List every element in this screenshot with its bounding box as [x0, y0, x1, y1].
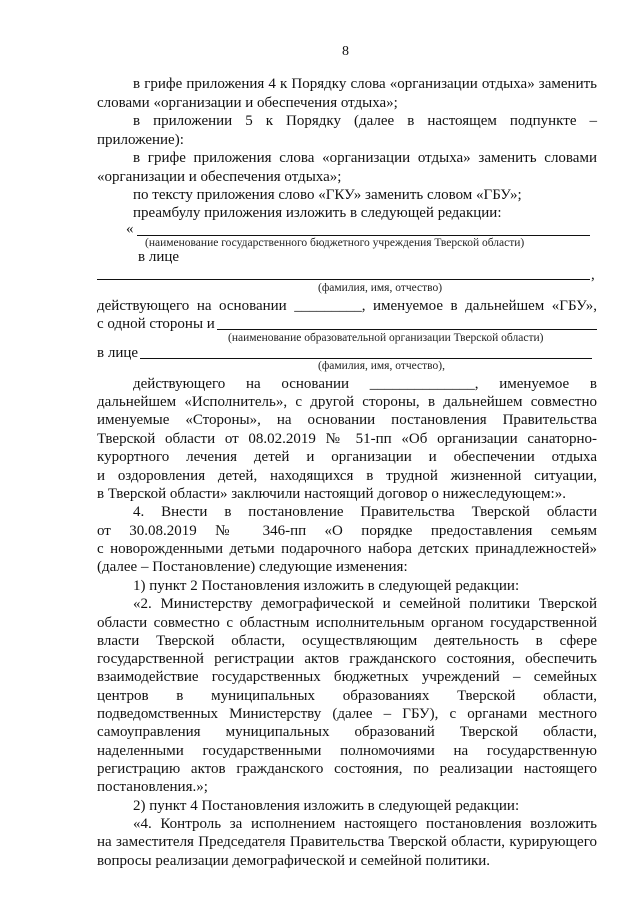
text-line: подведомственных Министерству (далее – ГБУ), с органами местного	[97, 706, 597, 722]
text-line: государственной регистрации актов гражданского состояния, обеспечить	[97, 651, 597, 667]
text-line: курортного лечения детей и организации и обеспечении отдыха	[97, 449, 597, 465]
text-line: в лице	[138, 249, 180, 265]
text-line: на заместителя Председателя Правительства Тверской области, курирующего	[97, 834, 597, 850]
text-line: действующего на основании ______________, именуемое в	[133, 376, 597, 392]
text-line: самоуправления муниципальных образований Тверской области,	[97, 724, 597, 740]
text-line: «2. Министерству демографической и семейной политики Тверской	[133, 596, 597, 612]
text-line: 4. Внести в постановление Правительства Тверской области	[133, 504, 597, 520]
text-line: по тексту приложения слово «ГКУ» заменить словом «ГБУ»;	[133, 187, 522, 203]
text-line: наделенными государственными полномочиями на государственную	[97, 743, 597, 759]
text-line: области совместно с областным исполнительным органом государственной	[97, 615, 597, 631]
text-line: в грифе приложения слова «организации отдыха» заменить словами	[133, 150, 597, 166]
text-line: преамбулу приложения изложить в следующей редакции:	[133, 205, 502, 221]
text-line: вопросы реализации демографической и семейной политики.	[97, 853, 491, 869]
text-line: в грифе приложения 4 к Порядку слова «организации отдыха» заменить	[133, 76, 597, 92]
text-line: (далее – Постановление) следующие изменения:	[97, 559, 408, 575]
text-line: с новорожденными детьми подарочного набора детских принадлежностей»	[97, 541, 597, 557]
field-caption: (наименование образовательной организации Тверской области)	[228, 332, 544, 344]
text-line: приложение):	[97, 132, 184, 148]
text-line: «4. Контроль за исполнением настоящего постановления возложить	[133, 816, 597, 832]
text-line: дальнейшем «Исполнитель», с другой стороны, в дальнейшем совместно	[97, 394, 597, 410]
text-line: в приложении 5 к Порядку (далее в настоящем подпункте –	[133, 113, 597, 129]
text-line: словами «организации и обеспечения отдыха»;	[97, 95, 398, 111]
comma: ,	[591, 267, 595, 283]
text-line: постановления.»;	[97, 779, 208, 795]
text-line: регистрацию актов гражданского состояния, по реализации настоящего	[97, 761, 597, 777]
text-line: действующего на основании _________, именуемое в дальнейшем «ГБУ»,	[97, 298, 597, 314]
text-line: в Тверской области» заключили настоящий договор о нижеследующем:».	[97, 486, 566, 502]
text-line: Тверской области от 08.02.2019 № 51-пп «Об организации санаторно-	[97, 431, 597, 447]
field-caption: (фамилия, имя, отчество)	[318, 282, 443, 294]
text-line: с одной стороны и	[97, 316, 215, 332]
text-line: власти Тверской области, осуществляющим деятельность в сфере	[97, 633, 597, 649]
text-line: именуемые «Стороны», на основании постановления Правительства	[97, 412, 597, 428]
text-line: от 30.08.2019 № 346-пп «О порядке предоставления семьям	[97, 523, 597, 539]
page-number: 8	[342, 44, 349, 59]
text-line: центров в муниципальных образованиях Тверской области,	[97, 688, 597, 704]
field-caption: (фамилия, имя, отчество),	[318, 360, 445, 372]
blank-line	[97, 279, 590, 280]
field-caption: (наименование государственного бюджетного учреждения Тверской области)	[145, 237, 525, 249]
text-line: в лице	[97, 345, 139, 361]
text-line: и оздоровления детей, находящихся в трудной жизненной ситуации,	[97, 468, 597, 484]
text-line: 1) пункт 2 Постановления изложить в следующей редакции:	[133, 578, 520, 594]
text-line: «организации и обеспечения отдыха»;	[97, 169, 342, 185]
blank-line	[217, 329, 597, 330]
open-quote: «	[126, 221, 134, 237]
text-line: 2) пункт 4 Постановления изложить в следующей редакции:	[133, 798, 520, 814]
text-line: взаимодействие государственных бюджетных учреждений – семейных	[97, 669, 597, 685]
